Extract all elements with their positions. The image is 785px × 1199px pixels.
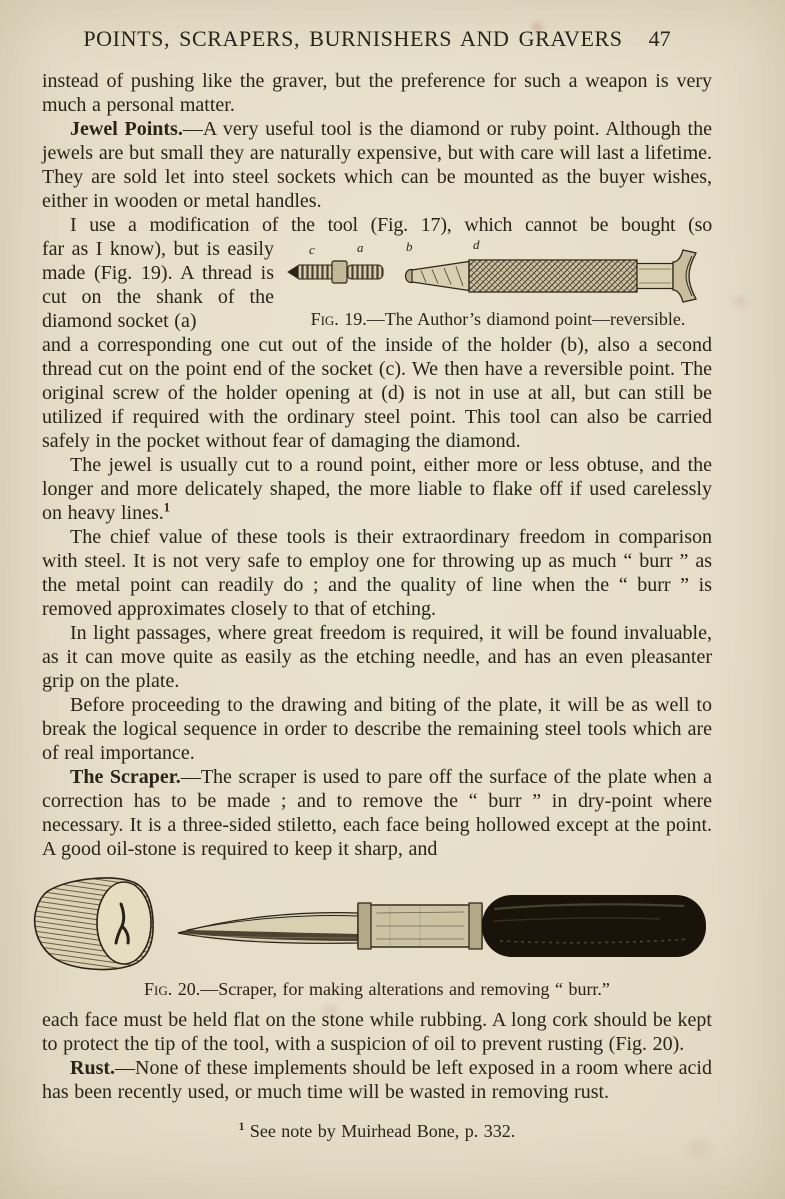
paragraph-lead-rust: Rust. [70, 1057, 116, 1079]
footnote-marker: 1 [238, 1121, 245, 1133]
footnote [42, 1121, 712, 1142]
paragraph-text: and a corresponding one cut out of the inside of the holder (b), also a second thread cut on the point end of the socket (c). We then have a reversible point. The original screw of the holder opening at (d) is not in use at all, but can still be utilized if required with the ordinary steel point. This tool can also be carried safely in the pocket without fear of damaging the diamond. [42, 334, 712, 452]
paragraph-jewel-cut [42, 453, 712, 525]
header-title: POINTS, SCRAPERS, BURNISHERS AND GRAVERS [83, 26, 623, 51]
figure19-wrap-row [42, 237, 712, 333]
fig19-holder-piece [406, 250, 697, 302]
fig20-handle [482, 895, 706, 957]
fig20-caption [42, 978, 712, 1000]
paragraph-text: In light passages, where great freedom is required, it will be found invaluable, as it can move quite as easily as the etching needle, and has an even pleasanter grip on the plate. [42, 622, 712, 692]
fig19-part-label-a: a [357, 240, 364, 255]
fig20-caption-text: —Scraper, for making alterations and removing “ burr.” [200, 979, 610, 999]
figure-19 [284, 240, 712, 330]
diamond-point-illustration [284, 240, 712, 304]
paragraph-text: Before proceeding to the drawing and biting of the plate, it will be as well to break the logical sequence in order to describe the remaining steel tools which are of real importance. [42, 694, 712, 764]
paragraph-text: I use a modification of the tool (Fig. 17), which cannot be bought (so [70, 214, 712, 236]
scraper-illustration [20, 871, 712, 975]
paragraph-text: The chief value of these tools is their extraordinary freedom in comparison with steel. It is not very safe to employ one for throwing up as much “ burr ” as the metal point can readily do ; and the quality of line when the “ burr ” is removed approximates closely to that of etching. [42, 526, 712, 620]
fig19-part-label-b: b [406, 240, 413, 254]
fig19-part-label-d: d [473, 240, 480, 252]
paragraph-text: —A very useful tool is the diamond or ruby point. Although the jewels are but small they are naturally expensive, but with care will last a lifetime. They are sold let into steel sockets which can be mounted as the buyer wishes, either in wooden or metal handles. [42, 118, 712, 212]
fig19-part-labels [309, 240, 480, 257]
footnote-reference: 1 [163, 500, 170, 515]
page-content [42, 26, 712, 1142]
paragraph-text: instead of pushing like the graver, but the preference for such a weapon is very much a personal matter. [42, 70, 712, 116]
paragraph-text: —The scraper is used to pare off the surface of the plate when a correction has to be made ; and to remove the “ burr ” in dry-point where necessary. It is a three-sided stiletto, each face being hollowed except at the point. A good oil-stone is required to keep it sharp, and [42, 766, 712, 860]
fig20-caption-label: Fig. 20. [144, 979, 201, 999]
paragraph-chief-value [42, 525, 712, 621]
figure-20 [20, 871, 712, 1000]
paragraph-text: The jewel is usually cut to a round point, either more or less obtuse, and the longer and more delicately shaped, the more liable to flake off if used carelessly on heavy lines. [42, 454, 712, 524]
footnote-text: See note by Muirhead Bone, p. 332. [249, 1121, 516, 1141]
paragraph-scraper [42, 765, 712, 861]
paragraph-modification-line1 [42, 213, 712, 237]
paragraph-modification-narrow [42, 237, 274, 333]
fig19-part-label-c: c [309, 242, 315, 257]
paragraph-text: —None of these implements should be left exposed in a room where acid has been recently used, or much time will be wasted in removing rust. [42, 1057, 712, 1103]
paragraph-before-proceeding [42, 693, 712, 765]
scan-smudge [688, 1142, 710, 1158]
paragraph-text: each face must be held flat on the stone while rubbing. A long cork should be kept to protect the tip of the tool, with a suspicion of oil to prevent rusting (Fig. 20). [42, 1009, 712, 1055]
fig20-cork [35, 878, 153, 969]
paragraph-modification-rest [42, 333, 712, 453]
fig20-blade [178, 913, 358, 944]
paragraph-lead-jewel-points: Jewel Points. [70, 118, 183, 140]
running-header [42, 26, 712, 52]
fig19-caption [284, 308, 712, 330]
paragraph-rust [42, 1056, 712, 1104]
fig19-socket-piece [288, 261, 383, 283]
paragraph-scraper-continuation [42, 1008, 712, 1056]
paragraph-continuation [42, 69, 712, 117]
paragraph-lead-scraper: The Scraper. [70, 766, 181, 788]
fig20-ferrule [358, 903, 482, 949]
scan-smudge [733, 296, 747, 308]
paragraph-text: far as I know), but is easily made (Fig. 19). A thread is cut on the shank of the diamond socket (a) [42, 238, 274, 332]
fig19-caption-label: Fig. 19. [310, 309, 367, 329]
paragraph-jewel-points [42, 117, 712, 213]
fig19-caption-text: —The Author’s diamond point—reversible. [366, 309, 686, 329]
paragraph-light-passages [42, 621, 712, 693]
page-number: 47 [648, 26, 671, 51]
